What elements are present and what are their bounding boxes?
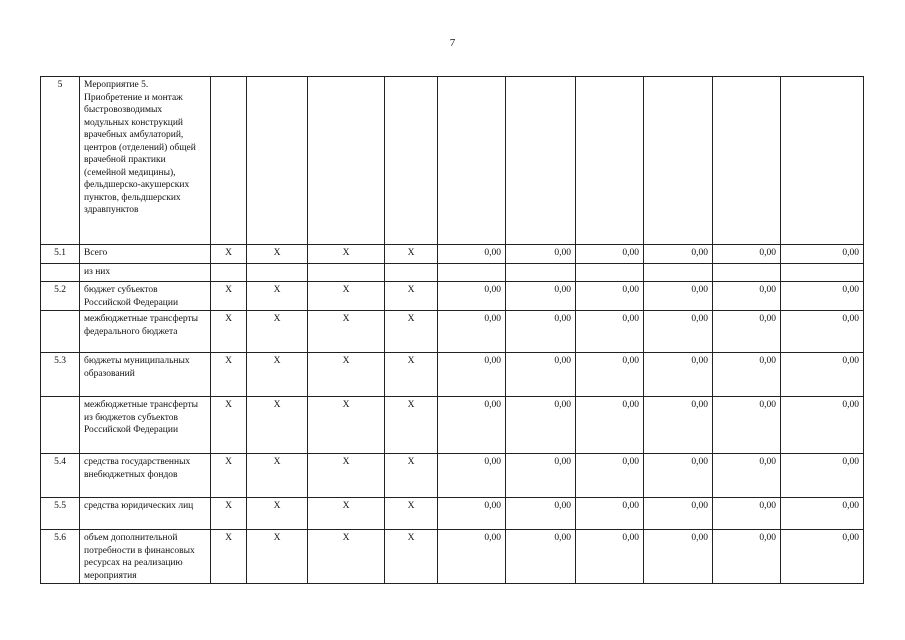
row-name-cell: межбюджетные трансферты из бюджетов субъектов Российской Федерации xyxy=(80,397,211,454)
row-number-cell xyxy=(41,264,80,282)
table-row xyxy=(41,282,864,311)
value-cell: 0,00 xyxy=(438,353,506,397)
value-cell: 0,00 xyxy=(781,397,864,454)
table-row xyxy=(41,397,864,454)
x-mark-cell xyxy=(385,264,438,282)
x-mark-cell: X xyxy=(385,311,438,353)
value-cell: 0,00 xyxy=(713,353,781,397)
x-mark-cell: X xyxy=(308,454,385,498)
x-mark-cell: X xyxy=(308,498,385,530)
row-name-cell: межбюджетные трансферты федерального бюджета xyxy=(80,311,211,353)
empty-cell xyxy=(781,77,864,245)
value-cell: 0,00 xyxy=(644,530,713,584)
value-cell: 0,00 xyxy=(506,311,576,353)
x-mark-cell: X xyxy=(385,353,438,397)
empty-cell xyxy=(308,77,385,245)
x-mark-cell: X xyxy=(308,397,385,454)
row-number-cell xyxy=(41,397,80,454)
empty-cell xyxy=(385,77,438,245)
value-cell: 0,00 xyxy=(713,498,781,530)
empty-cell xyxy=(576,77,644,245)
row-number-cell: 5.1 xyxy=(41,245,80,264)
value-cell: 0,00 xyxy=(644,282,713,311)
value-cell xyxy=(576,264,644,282)
x-mark-cell: X xyxy=(385,282,438,311)
x-mark-cell: X xyxy=(211,454,247,498)
x-mark-cell xyxy=(308,264,385,282)
value-cell: 0,00 xyxy=(713,530,781,584)
x-mark-cell: X xyxy=(308,245,385,264)
value-cell: 0,00 xyxy=(644,397,713,454)
value-cell: 0,00 xyxy=(438,311,506,353)
value-cell: 0,00 xyxy=(576,282,644,311)
page-number: 7 xyxy=(449,37,456,49)
value-cell: 0,00 xyxy=(781,311,864,353)
value-cell: 0,00 xyxy=(438,245,506,264)
table-row xyxy=(41,353,864,397)
table-row xyxy=(41,264,864,282)
table-row-measure xyxy=(41,77,864,245)
x-mark-cell: X xyxy=(247,498,308,530)
value-cell: 0,00 xyxy=(438,397,506,454)
x-mark-cell: X xyxy=(247,353,308,397)
value-cell: 0,00 xyxy=(781,282,864,311)
value-cell: 0,00 xyxy=(713,397,781,454)
row-number-cell: 5.4 xyxy=(41,454,80,498)
value-cell: 0,00 xyxy=(506,454,576,498)
value-cell: 0,00 xyxy=(781,454,864,498)
value-cell: 0,00 xyxy=(576,454,644,498)
value-cell: 0,00 xyxy=(576,530,644,584)
measure-title-cell: Мероприятие 5. Приобретение и монтаж быстровозводимых модульных конструкций врачебных амбулаторий, центров (отделений) общей врачебной практики (семейной медицины), фельдшерско-акушерских пунктов, фельдшерских здравпунктов xyxy=(80,77,211,245)
x-mark-cell: X xyxy=(247,530,308,584)
empty-cell xyxy=(644,77,713,245)
value-cell: 0,00 xyxy=(781,530,864,584)
x-mark-cell: X xyxy=(385,245,438,264)
value-cell: 0,00 xyxy=(713,454,781,498)
empty-cell xyxy=(438,77,506,245)
row-name-cell: объем дополнительной потребности в финансовых ресурсах на реализацию мероприятия xyxy=(80,530,211,584)
value-cell: 0,00 xyxy=(506,498,576,530)
value-cell: 0,00 xyxy=(576,498,644,530)
x-mark-cell: X xyxy=(247,311,308,353)
x-mark-cell: X xyxy=(247,397,308,454)
x-mark-cell: X xyxy=(211,397,247,454)
value-cell: 0,00 xyxy=(438,454,506,498)
x-mark-cell: X xyxy=(385,498,438,530)
x-mark-cell: X xyxy=(211,245,247,264)
value-cell xyxy=(713,264,781,282)
value-cell: 0,00 xyxy=(438,530,506,584)
x-mark-cell: X xyxy=(308,282,385,311)
row-name-cell: из них xyxy=(80,264,211,282)
value-cell xyxy=(438,264,506,282)
value-cell xyxy=(506,264,576,282)
empty-cell xyxy=(247,77,308,245)
x-mark-cell xyxy=(247,264,308,282)
row-name-cell: бюджеты муниципальных образований xyxy=(80,353,211,397)
value-cell: 0,00 xyxy=(713,282,781,311)
value-cell: 0,00 xyxy=(713,245,781,264)
value-cell: 0,00 xyxy=(781,245,864,264)
x-mark-cell: X xyxy=(308,530,385,584)
value-cell: 0,00 xyxy=(713,311,781,353)
value-cell: 0,00 xyxy=(781,498,864,530)
value-cell: 0,00 xyxy=(644,353,713,397)
value-cell: 0,00 xyxy=(576,245,644,264)
row-name-cell: бюджет субъектов Российской Федерации xyxy=(80,282,211,311)
value-cell: 0,00 xyxy=(438,498,506,530)
value-cell: 0,00 xyxy=(576,311,644,353)
x-mark-cell: X xyxy=(247,282,308,311)
value-cell: 0,00 xyxy=(576,353,644,397)
row-number-cell: 5.5 xyxy=(41,498,80,530)
table-row xyxy=(41,245,864,264)
value-cell: 0,00 xyxy=(438,282,506,311)
row-number-cell: 5.2 xyxy=(41,282,80,311)
table-row xyxy=(41,311,864,353)
value-cell: 0,00 xyxy=(506,353,576,397)
empty-cell xyxy=(211,77,247,245)
value-cell xyxy=(644,264,713,282)
value-cell: 0,00 xyxy=(506,530,576,584)
x-mark-cell: X xyxy=(385,397,438,454)
value-cell: 0,00 xyxy=(644,245,713,264)
x-mark-cell: X xyxy=(211,282,247,311)
table-row xyxy=(41,454,864,498)
x-mark-cell xyxy=(211,264,247,282)
x-mark-cell: X xyxy=(211,353,247,397)
x-mark-cell: X xyxy=(211,530,247,584)
table-row xyxy=(41,530,864,584)
budget-table xyxy=(40,76,864,584)
row-name-cell: Всего xyxy=(80,245,211,264)
value-cell: 0,00 xyxy=(506,245,576,264)
x-mark-cell: X xyxy=(308,311,385,353)
x-mark-cell: X xyxy=(247,245,308,264)
empty-cell xyxy=(506,77,576,245)
empty-cell xyxy=(713,77,781,245)
value-cell: 0,00 xyxy=(781,353,864,397)
row-number-cell: 5.3 xyxy=(41,353,80,397)
x-mark-cell: X xyxy=(385,454,438,498)
value-cell: 0,00 xyxy=(644,498,713,530)
measure-number-cell: 5 xyxy=(41,77,80,245)
value-cell: 0,00 xyxy=(576,397,644,454)
row-name-cell: средства государственных внебюджетных фондов xyxy=(80,454,211,498)
x-mark-cell: X xyxy=(385,530,438,584)
x-mark-cell: X xyxy=(211,311,247,353)
row-number-cell xyxy=(41,311,80,353)
value-cell: 0,00 xyxy=(506,282,576,311)
row-number-cell: 5.6 xyxy=(41,530,80,584)
value-cell: 0,00 xyxy=(644,311,713,353)
value-cell: 0,00 xyxy=(506,397,576,454)
table-row xyxy=(41,498,864,530)
x-mark-cell: X xyxy=(308,353,385,397)
value-cell: 0,00 xyxy=(644,454,713,498)
row-name-cell: средства юридических лиц xyxy=(80,498,211,530)
value-cell xyxy=(781,264,864,282)
x-mark-cell: X xyxy=(247,454,308,498)
x-mark-cell: X xyxy=(211,498,247,530)
